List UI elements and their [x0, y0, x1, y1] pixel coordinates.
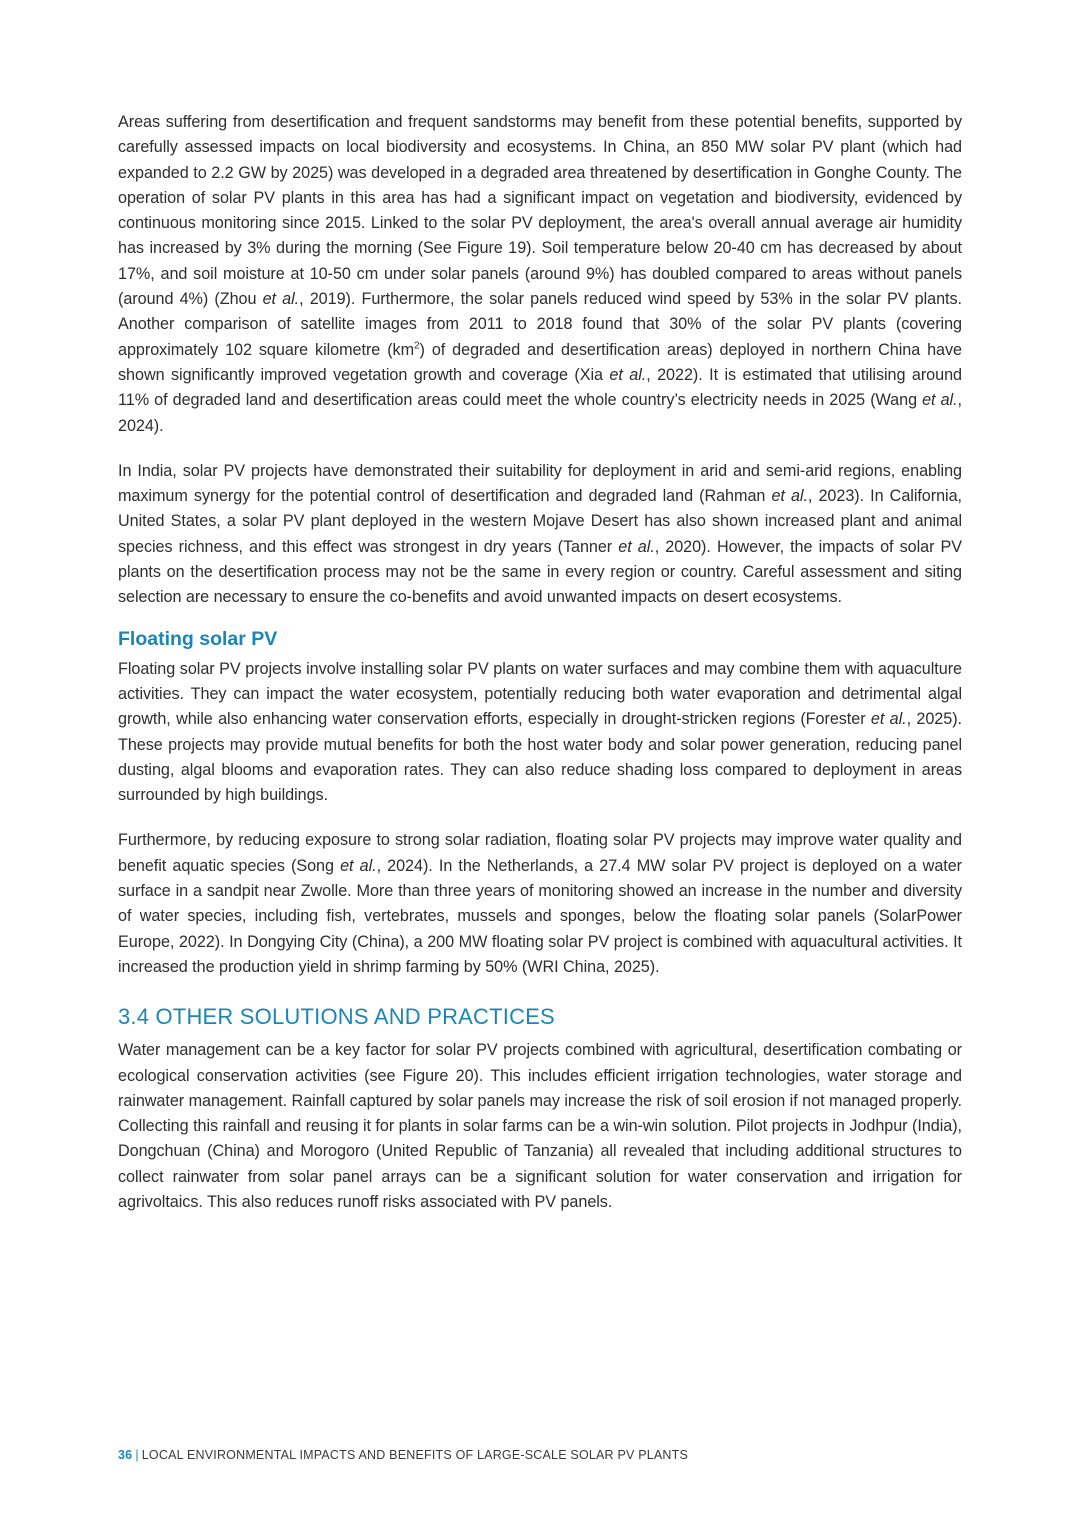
section-heading-3-4: 3.4 OTHER SOLUTIONS AND PRACTICES: [118, 1004, 555, 1030]
page-footer: [118, 1448, 688, 1462]
subheading-floating-solar: Floating solar PV: [118, 627, 278, 650]
paragraph-india-california: In India, solar PV projects have demonstrated their suitability for deployment in arid and semi-arid regions, enabling maximum synergy for the potential control of desertification and degraded land (Rahman et al., 2023). In California, United States, a solar PV plant deployed in the western Mojave Desert has also shown increased plant and animal species richness, and this effect was strongest in dry years (Tanner et al., 2020). However, the impacts of solar PV plants on the desertification process may not be the same in every region or country. Careful assessment and siting selection are necessary to ensure the co-benefits and avoid unwanted impacts on desert ecosystems.: [118, 461, 963, 607]
page-content: [118, 110, 962, 1215]
running-title: LOCAL ENVIRONMENTAL IMPACTS AND BENEFITS OF LARGE-SCALE SOLAR PV PLANTS: [141, 1448, 689, 1462]
page-number: 36: [118, 1448, 133, 1462]
paragraph-desertification-china: Areas suffering from desertification and frequent sandstorms may benefit from these potential benefits, supported by carefully assessed impacts on local biodiversity and ecosystems. In China, an 850 MW solar PV plant (which had expanded to 2.2 GW by 2025) was developed in a degraded area threatened by desertification in Gonghe County. The operation of solar PV plants in this area has had a significant impact on vegetation and biodiversity, evidenced by continuous monitoring since 2015. Linked to the solar PV deployment, the area's overall annual average air humidity has increased by 3% during the morning (See Figure 19). Soil temperature below 20-40 cm has decreased by about 17%, and soil moisture at 10-50 cm under solar panels (around 9%) has doubled compared to areas without panels (around 4%) (Zhou et al., 2019). Furthermore, the solar panels reduced wind speed by 53% in the solar PV plants. Another comparison of satellite images from 2011 to 2018 found that 30% of the solar PV plants (covering approximately 102 square kilometre $(km^2)$ of degraded and desertification areas) deployed in northern China have shown significantly improved vegetation growth and coverage (Xia et al., 2022). It is estimated that utilising around 11% of degraded land and desertification areas could meet the whole country’s electricity needs in 2025 (Wang et al., 2024).: [118, 113, 963, 435]
paragraph-water-management: Water management can be a key factor for solar PV projects combined with agricultural, desertification combating or ecological conservation activities (see Figure 20). This includes efficient irrigation technologies, water storage and rainwater management. Rainfall captured by solar panels may increase the risk of soil erosion if not managed properly. Collecting this rainfall and reusing it for plants in solar farms can be a win-win solution. Pilot projects in Jodhpur (India), Dongchuan (China) and Morogoro (United Republic of Tanzania) all revealed that including additional structures to collect rainwater from solar panel arrays can be a significant solution for water conservation and irrigation for agrivoltaics. This also reduces runoff risks associated with PV panels.: [118, 1041, 962, 1211]
paragraph-floating-intro: Floating solar PV projects involve installing solar PV plants on water surfaces and may combine them with aquaculture activities. They can impact the water ecosystem, potentially reducing both water evaporation and detrimental algal growth, while also enhancing water conservation efforts, especially in drought-stricken regions (Forester et al., 2025). These projects may provide mutual benefits for both the host water body and solar power generation, reducing panel dusting, algal blooms and evaporation rates. They can also reduce shading loss compared to deployment in areas surrounded by high buildings.: [118, 659, 963, 805]
footer-separator: |: [135, 1448, 139, 1462]
paragraph-floating-benefits: Furthermore, by reducing exposure to strong solar radiation, floating solar PV projects may improve water quality and benefit aquatic species (Song et al., 2024). In the Netherlands, a 27.4 MW solar PV project is deployed on a water surface in a sandpit near Zwolle. More than three years of monitoring showed an increase in the number and diversity of water species, including fish, vertebrates, mussels and sponges, below the floating solar panels (SolarPower Europe, 2022). In Dongying City (China), a 200 MW floating solar PV project is combined with aquacultural activities. It increased the production yield in shrimp farming by 50% (WRI China, 2025).: [118, 831, 963, 976]
